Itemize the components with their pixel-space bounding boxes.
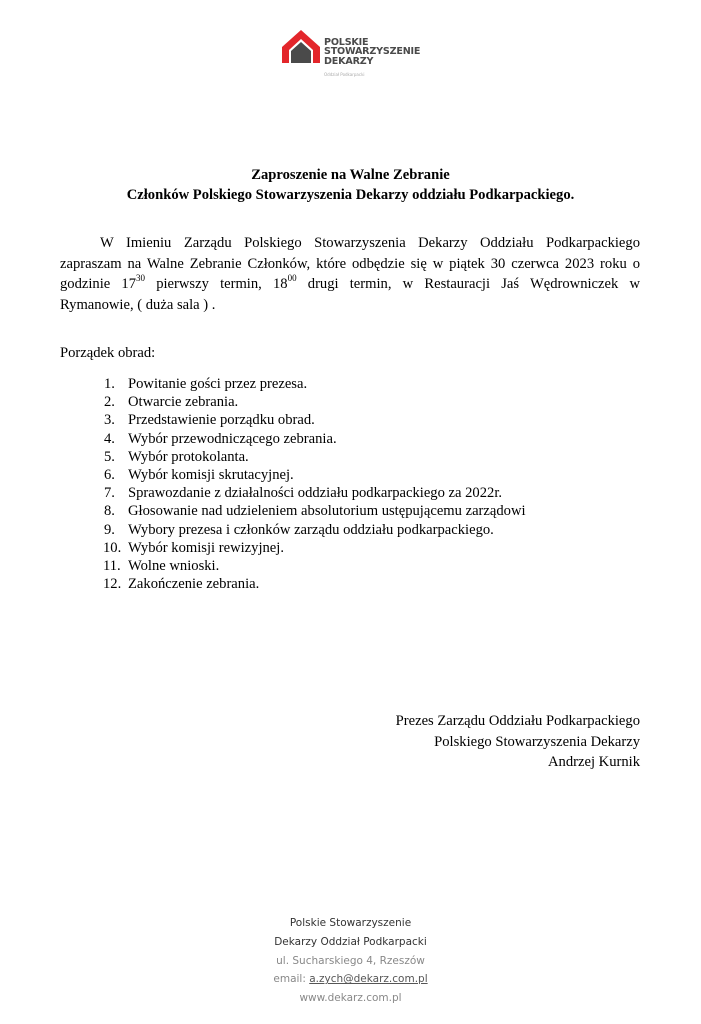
- agenda-item-text: Zakończenie zebrania.: [128, 576, 260, 593]
- agenda-item: [104, 502, 526, 520]
- agenda-item-number: 10.: [103, 539, 122, 556]
- logo: [282, 28, 422, 84]
- title-line-2: Członków Polskiego Stowarzyszenia Dekarzy oddziału Podkarpackiego.: [126, 187, 575, 203]
- agenda-item-text: Przedstawienie porządku obrad.: [128, 412, 315, 429]
- agenda-item-text: Otwarcie zebrania.: [128, 394, 239, 411]
- agenda-item-text: Wybór protokolanta.: [128, 448, 249, 465]
- signature-line-2: Polskiego Stowarzyszenia Dekarzy: [434, 733, 640, 750]
- title-line-1: Zaproszenie na Walne Zebranie: [251, 167, 450, 183]
- agenda-item-number: 5.: [104, 448, 115, 465]
- signature-line-1: Prezes Zarządu Oddziału Podkarpackiego: [395, 713, 640, 729]
- signature-name: Andrzej Kurnik: [548, 754, 640, 770]
- logo-text: POLSKIE STOWARZYSZENIE DEKARZY: [324, 37, 421, 67]
- invitation-paragraph: [60, 233, 640, 315]
- agenda-item-number: 12.: [103, 576, 122, 593]
- agenda-item-number: 4.: [104, 430, 115, 447]
- agenda-heading: Porządek obrad:: [60, 345, 156, 361]
- agenda-item: [104, 539, 526, 557]
- footer-address: ul. Sucharskiego 4, Rzeszów: [276, 954, 425, 967]
- agenda-item-number: 1.: [104, 376, 115, 392]
- email-link[interactable]: a.zych@dekarz.com.pl: [309, 973, 428, 986]
- agenda-item: [104, 557, 526, 575]
- footer: [0, 914, 701, 1008]
- paragraph-line-1: W Imieniu Zarządu Polskiego Stowarzyszenia Dekarzy Oddziału Podkarpackiego: [100, 235, 640, 251]
- agenda-item: [104, 575, 526, 593]
- time-superscript-1: 30: [136, 273, 146, 284]
- agenda-item-text: Wybór przewodniczącego zebrania.: [128, 430, 337, 447]
- signature-block: [396, 711, 640, 773]
- agenda-item-text: Głosowanie nad udzieleniem absolutorium ustępującemu zarządowi: [128, 503, 526, 520]
- agenda-item-text: Wybór komisji rewizyjnej.: [128, 539, 284, 556]
- agenda-item-number: 11.: [103, 558, 121, 575]
- agenda-item-text: Wybory prezesa i członków zarządu oddziału podkarpackiego.: [128, 521, 494, 538]
- logo-subtitle: Oddział Podkarpacki: [324, 72, 365, 77]
- agenda-item: [104, 521, 526, 539]
- agenda-item: [104, 393, 526, 411]
- agenda-item: [104, 484, 526, 502]
- roof-logo-icon: [282, 30, 320, 64]
- agenda-item-number: 6.: [104, 467, 115, 484]
- footer-org-line-2: Dekarzy Oddział Podkarpacki: [274, 935, 427, 948]
- paragraph-line-3: godzinie $17^{30}$ pierwszy termin, $18^{00}$ drugi termin, w Restauracji Jaś Wędrowniczek w: [60, 273, 640, 292]
- agenda-list: [104, 375, 526, 593]
- agenda-item: [104, 466, 526, 484]
- agenda-item: [104, 375, 526, 393]
- agenda-item-number: 9.: [104, 521, 115, 538]
- footer-email-line: email: a.zych@dekarz.com.pl: [273, 973, 428, 986]
- agenda-item: [104, 448, 526, 466]
- time-superscript-2: 00: [287, 273, 297, 284]
- agenda-item-text: Wolne wnioski.: [128, 558, 220, 575]
- agenda-item-number: 8.: [104, 503, 115, 520]
- agenda-item-text: Wybór komisji skrutacyjnej.: [128, 467, 294, 484]
- footer-website[interactable]: www.dekarz.com.pl: [299, 992, 402, 1005]
- agenda-item: [104, 411, 526, 429]
- footer-org-line-1: Polskie Stowarzyszenie: [289, 917, 412, 929]
- agenda-item-text: Powitanie gości przez prezesa.: [128, 376, 308, 392]
- paragraph-line-4: Rymanowie, ( duża sala ) .: [60, 296, 216, 313]
- document-title: [0, 165, 701, 205]
- paragraph-line-2: zapraszam na Walne Zebranie Członków, które odbędzie się w piątek 30 czerwca 2023 roku o: [60, 255, 640, 272]
- agenda-item-number: 7.: [104, 485, 115, 502]
- agenda-item-text: Sprawozdanie z działalności oddziału podkarpackiego za 2022r.: [128, 485, 503, 502]
- agenda-item-number: 3.: [104, 412, 115, 429]
- agenda-item-number: 2.: [104, 394, 115, 411]
- agenda-item: [104, 430, 526, 448]
